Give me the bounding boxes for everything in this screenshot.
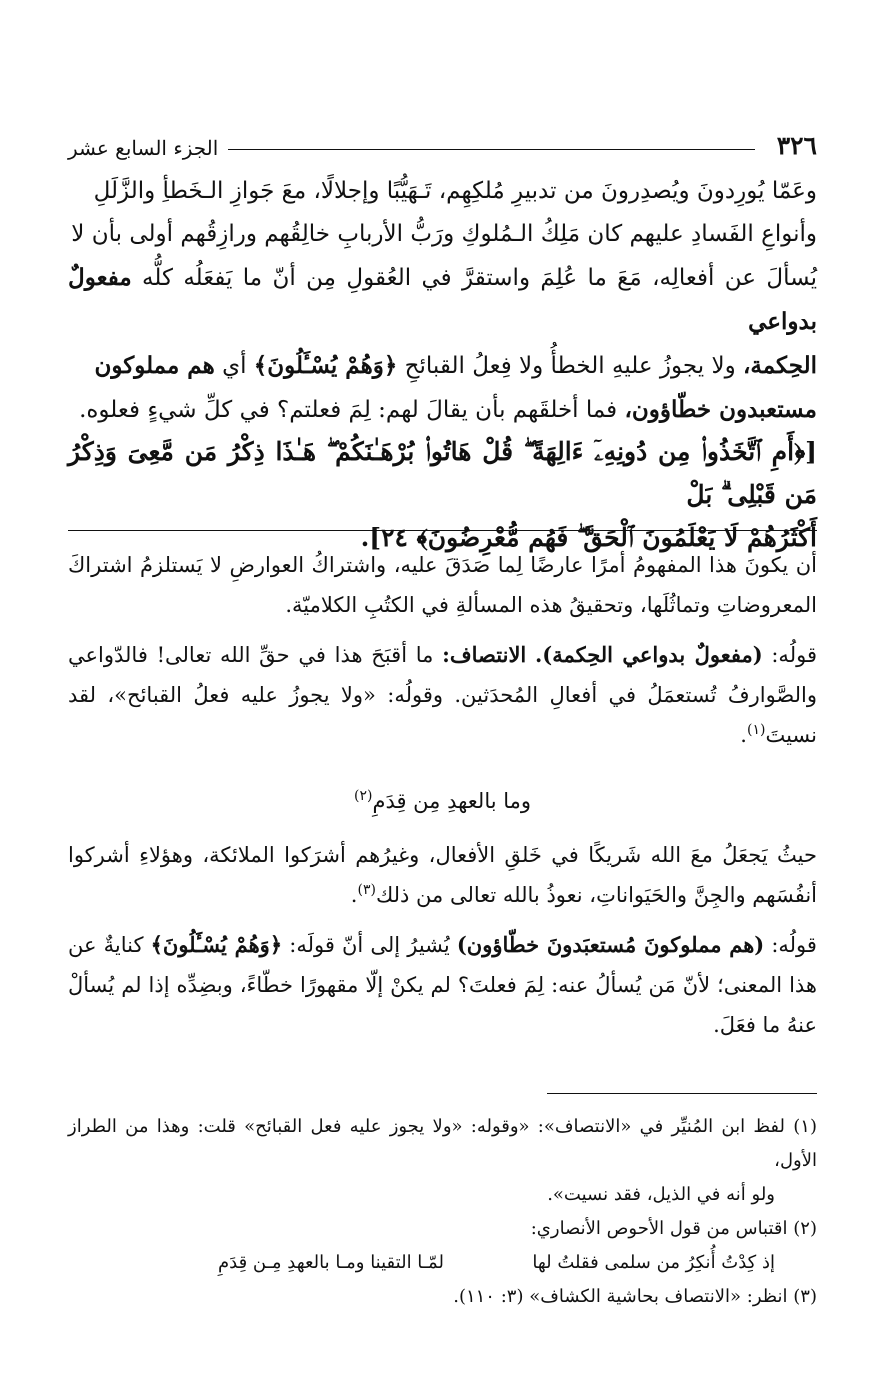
section-divider [68, 530, 817, 531]
main-text-line [68, 256, 817, 344]
footnote-ref[interactable]: (٣) [357, 882, 376, 898]
commentary-segment: كنايةٌ عن هذا المعنى؛ لأنّ مَن يُسألُ عنه: لِمَ فعلتَ؟ لم يكنْ إلّا مقهورًا خطّاءً، وبضِدِّه إذا لم يُسألْ عنهُ ما فعَلَ. [68, 933, 817, 1037]
main-text-segment: أي [222, 353, 247, 379]
header-rule [228, 149, 754, 150]
commentary-paragraph: حيثُ يَجعَلُ معَ الله شَريكًا في خَلقِ الأفعال، وغيرُهم أشرَكوا الملائكة، وهؤلاءِ أشركوا أنفُسَهم والجِنَّ والحَيَواناتِ، نعوذُ بالله تعالى من ذلك$^{(٣)}$. [68, 843, 817, 907]
poem-line [68, 781, 817, 821]
running-title: الجزء السابع عشر [68, 136, 219, 160]
footnotes [68, 1110, 817, 1314]
main-text-line [68, 344, 817, 388]
footnote-number: (٣) [793, 1286, 817, 1307]
main-text-segment: يُسألَ عن أفعالِه، مَعَ ما عُلِمَ واستقرَّ في العُقولِ مِن أنّ ما يَفعَلُه كلُّه [142, 265, 818, 291]
commentary-segment: قولُه: [771, 933, 817, 957]
footnote-1 [68, 1110, 817, 1178]
poem-text: وما بالعهدِ مِن قِدَمِ [372, 789, 532, 813]
footnote-text: لفظ ابن المُنيِّر في «الانتصاف»: «وقوله: «ولا يجوز عليه فعل القبائح» قلت: وهذا من الطراز الأول، [68, 1116, 817, 1171]
footnote-1-continued: ولو أنه في الذيل، فقد نسيت». [547, 1184, 775, 1205]
main-text-line [68, 170, 817, 213]
bold-phrase: الحِكمة، [743, 352, 817, 379]
commentary-segment: ما أقبَحَ هذا في حقِّ الله تعالى! فالدّواعي والصَّوارفُ تُستعمَلُ في أفعالِ المُحدَثين. وقولُه: «ولا يجوزُ عليه فعلُ القبائح»، لقد نسيتَ [68, 643, 817, 747]
footnote-3 [68, 1280, 817, 1314]
quran-verse [68, 430, 817, 559]
bold-phrase: الانتصاف: [442, 642, 527, 667]
main-text-segment: فما أخلقَهم بأن يقالَ لهم: لِمَ فعلتم؟ في كلِّ شيءٍ فعلوه. [79, 397, 618, 423]
footnote-ref[interactable]: (٢) [353, 788, 373, 804]
page-header [68, 118, 817, 158]
quran-quote: ﴿وَهُمْ يُسْـَٔلُونَ﴾ [253, 352, 398, 379]
commentary-segment: حيثُ يَجعَلُ معَ الله شَريكًا في خَلقِ الأفعال، وغيرُهم أشرَكوا الملائكة، وهؤلاءِ أشركوا أنفُسَهم والجِنَّ والحَيَواناتِ، نعوذُ بالله تعالى من ذلك [68, 843, 817, 907]
main-text [68, 170, 817, 432]
verse-line: أَكْثَرُهُمْ لَا يَعْلَمُونَ ٱلْحَقَّ ۖ فَهُم مُّعْرِضُونَ﴾ ٢٤]. [360, 523, 817, 552]
footnote-text: اقتباس من قول الأحوص الأنصاري: [530, 1218, 788, 1239]
commentary-segment: يُشيرُ إلى أنّ قولَه: [289, 933, 450, 957]
commentary-paragraph: أن يكونَ هذا المفهومُ أمرًا عارضًا لِما صَدَقَ عليه، واشتراكُ العوارضِ لا يَستلزمُ اشتراكَ المعروضاتِ وتماثُلَها، وتحقيقُ هذه المسألةِ في الكتُبِ الكلاميّة. [68, 553, 817, 617]
page-number: ٣٢٦ [776, 131, 817, 160]
verse-hemistich-first: إذ كِدْتُ أُنكِرُ من سلمى فقلتُ لها [532, 1252, 775, 1273]
quran-quote: ﴿وَهُمْ يُسْـَٔلُونَ﴾ [150, 932, 283, 957]
bold-phrase: مفعولٌ بدواعي [68, 264, 817, 335]
footnote-ref[interactable]: (١) [746, 722, 766, 738]
footnote-text: انظر: «الانتصاف بحاشية الكشاف» (٣: ١١٠). [453, 1286, 788, 1307]
verse-hemistich-second: لمّـا التقينا ومـا بالعهدِ مِـن قِدَمِ [218, 1252, 444, 1273]
footnote-number: (٢) [793, 1218, 817, 1239]
footnote-divider [547, 1093, 817, 1094]
verse-line: [﴿أَمِ ٱتَّخَذُوا۟ مِن دُونِهِۦٓ ءَالِهَةً ۖ قُلْ هَاتُوا۟ بُرْهَـٰنَكُمْ ۖ هَـٰذَا ذِكْرُ مَن مَّعِىَ وَذِكْرُ مَن قَبْلِى ۗ بَلْ [68, 437, 817, 509]
main-text-segment: ولا يجوزُ عليهِ الخطأُ ولا فِعلُ القبائحِ [404, 353, 736, 379]
commentary-paragraph: قولُه: (مفعولٌ بدواعي الحِكمة). الانتصاف: ما أقبَحَ هذا في حقِّ الله تعالى! فالدّواعي والصَّوارفُ تُستعمَلُ في أفعالِ المُحدَثين. وقولُه: «ولا يجوزُ عليه فعلُ القبائح»، لقد نسيتَ$^{(١)}$. [68, 642, 817, 747]
bold-phrase: هم مملوكون [94, 352, 215, 379]
main-text-segment: وأنواعِ الفَسادِ عليهم كان مَلِكُ الـمُلوكِ ورَبُّ الأربابِ خالِقُهم ورازِقُهم أولى بأن لا [71, 221, 817, 247]
footnote-number: (١) [793, 1116, 817, 1137]
bold-phrase: (هم مملوكونَ مُستعبَدونَ خطّاؤون) [456, 932, 765, 957]
commentary-paragraph [68, 925, 817, 1045]
main-text-line [68, 213, 817, 256]
footnote-2-verse [68, 1246, 817, 1280]
bold-phrase: مستعبدون خطّاؤون، [624, 396, 817, 423]
commentary-segment: قولُه: [771, 643, 817, 667]
bold-phrase: (مفعولٌ بدواعي الحِكمة). [534, 642, 763, 667]
main-text-segment: وعَمّا يُورِدونَ ويُصدِرونَ من تدبيرِ مُلكِهِم، تَـهَيُّبًا وإجلالًا، معَ جَوازِ الـخَطأِ والزَّلَلِ [93, 178, 817, 204]
main-text-line [68, 388, 817, 432]
commentary [68, 545, 817, 1055]
footnote-2 [68, 1212, 817, 1246]
